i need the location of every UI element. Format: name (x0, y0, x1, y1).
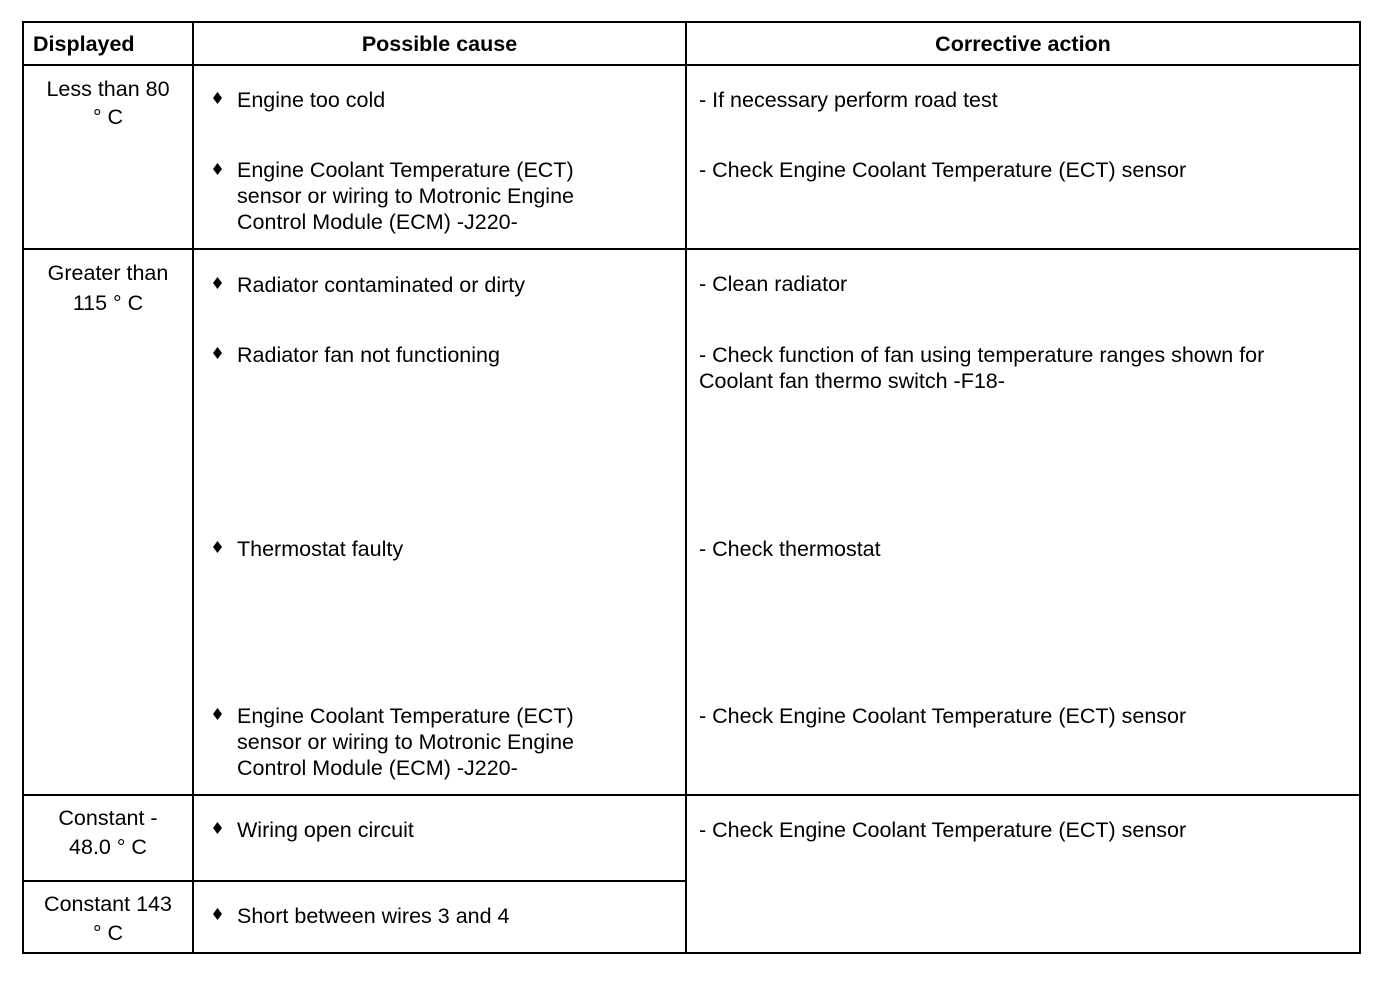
bullet-icon (213, 347, 222, 359)
action-text: - Check Engine Coolant Temperature (ECT) sensor (699, 818, 1187, 842)
bullet-icon (213, 277, 222, 289)
action-text: - If necessary perform road test (699, 88, 998, 112)
cause-text: Wiring open circuit (237, 818, 414, 842)
bullet-icon (213, 908, 222, 920)
column-divider-1 (192, 21, 194, 954)
cause-text: Radiator contaminated or dirty (237, 273, 526, 297)
cause-text: Short between wires 3 and 4 (237, 904, 510, 928)
displayed-value: Constant - 48.0 ° C (58, 806, 158, 859)
action-text: - Check Engine Coolant Temperature (ECT) sensor (699, 158, 1187, 182)
cause-text: Radiator fan not functioning (237, 343, 500, 367)
row-divider-1 (22, 248, 1361, 250)
cause-text: Engine Coolant Temperature (ECT) sensor or wiring to Motronic Engine Control Module (ECM) -J220- (237, 158, 574, 234)
row-divider-3 (22, 880, 686, 882)
row-divider-2 (22, 794, 1361, 796)
action-text: - Clean radiator (699, 272, 848, 296)
bullet-icon (213, 541, 222, 553)
bullet-icon (213, 822, 222, 834)
header-corrective-action: Corrective action (935, 32, 1111, 56)
header-possible-cause: Possible cause (361, 32, 518, 56)
bullet-icon (213, 708, 222, 720)
action-text: - Check thermostat (699, 537, 881, 561)
displayed-value: Constant 143 ° C (44, 892, 172, 945)
header-divider (22, 64, 1361, 66)
displayed-value: Greater than 115 ° C (47, 261, 169, 315)
displayed-value: Less than 80 ° C (46, 77, 170, 129)
header-displayed: Displayed (33, 32, 135, 56)
action-text: - Check Engine Coolant Temperature (ECT) sensor (699, 704, 1187, 728)
cause-text: Engine too cold (237, 88, 386, 112)
cause-text: Engine Coolant Temperature (ECT) sensor or wiring to Motronic Engine Control Module (ECM) -J220- (237, 704, 574, 780)
cause-text: Thermostat faulty (237, 537, 404, 561)
bullet-icon (213, 92, 222, 104)
action-text: - Check function of fan using temperature ranges shown for Coolant fan thermo switch -F18- (699, 343, 1265, 393)
bullet-icon (213, 163, 222, 175)
column-divider-2 (685, 21, 687, 954)
